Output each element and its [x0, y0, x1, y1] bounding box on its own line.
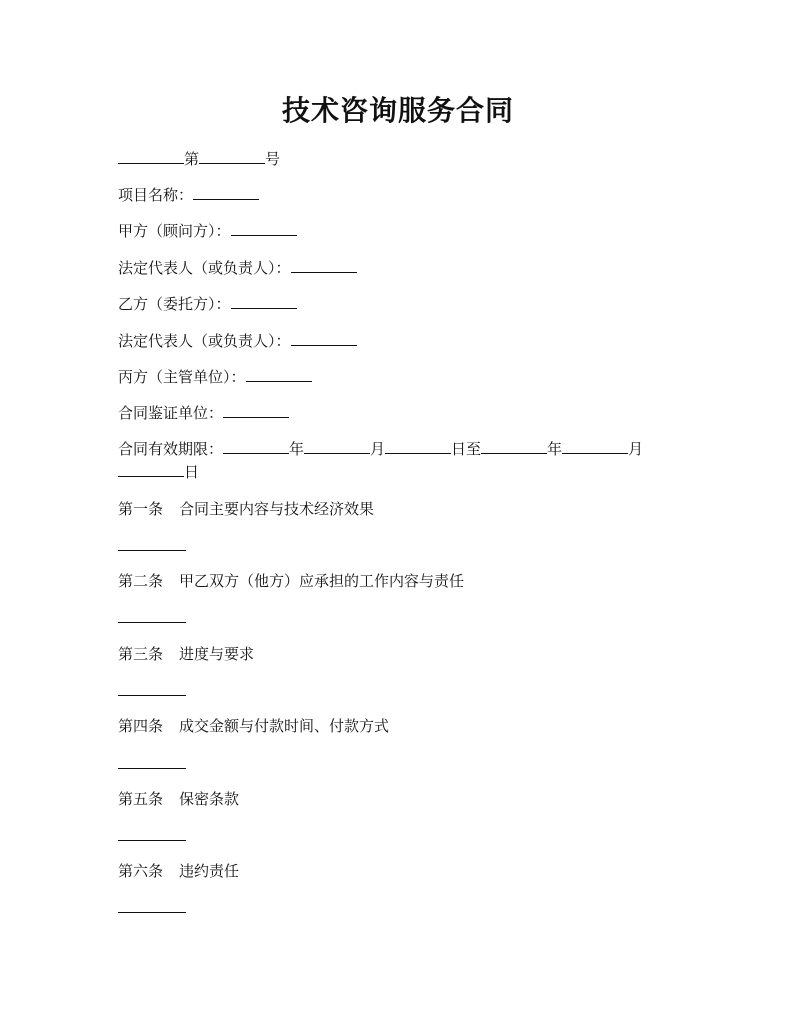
party-b-representative-blank[interactable]	[291, 330, 357, 346]
contract-number-line	[118, 148, 688, 170]
party-b-blank[interactable]	[231, 293, 297, 309]
start-year-label: 年	[289, 440, 305, 458]
article-1-heading	[118, 498, 688, 520]
end-year-label: 年	[547, 440, 563, 458]
article-5-content-blank[interactable]	[118, 840, 186, 841]
party-c-blank[interactable]	[246, 366, 312, 382]
article-5-heading	[118, 788, 688, 810]
end-day-label: 日	[184, 463, 200, 481]
article-number: 第五条	[118, 790, 164, 808]
article-1-content-blank[interactable]	[118, 550, 186, 551]
article-number: 第三条	[118, 645, 164, 663]
party-a-field	[118, 220, 688, 242]
day-to-label: 日至	[451, 440, 482, 458]
field-label: 合同鉴证单位：	[118, 404, 224, 422]
verification-unit-blank[interactable]	[223, 402, 289, 418]
field-label: 丙方（主管单位）：	[118, 368, 246, 386]
party-b-representative-field	[118, 330, 688, 352]
article-4-content-blank[interactable]	[118, 768, 186, 769]
party-a-representative-blank[interactable]	[291, 257, 357, 273]
article-2-heading	[118, 570, 688, 592]
article-title: 违约责任	[179, 862, 240, 880]
end-day-blank[interactable]	[118, 461, 184, 477]
party-c-field	[118, 366, 688, 388]
field-label: 甲方（顾问方）：	[118, 222, 231, 240]
article-6-content-blank[interactable]	[118, 912, 186, 913]
article-number: 第二条	[118, 572, 164, 590]
start-month-label: 月	[370, 440, 386, 458]
project-name-field	[118, 184, 688, 206]
contract-number-suffix: 号	[265, 150, 281, 168]
start-day-blank[interactable]	[385, 438, 451, 454]
document-title: 技术咨询服务合同	[281, 94, 514, 127]
field-label: 乙方（委托方）：	[118, 295, 231, 313]
end-year-blank[interactable]	[481, 438, 547, 454]
start-month-blank[interactable]	[304, 438, 370, 454]
field-label: 法定代表人（或负责人）：	[118, 332, 291, 350]
article-3-heading	[118, 643, 688, 665]
article-title: 保密条款	[179, 790, 240, 808]
article-title: 进度与要求	[179, 645, 255, 663]
article-title: 成交金额与付款时间、付款方式	[179, 717, 390, 735]
contract-prefix-blank[interactable]	[118, 148, 184, 164]
article-2-content-blank[interactable]	[118, 622, 186, 623]
validity-label: 合同有效期限：	[118, 440, 224, 458]
article-number: 第一条	[118, 500, 164, 518]
article-number: 第四条	[118, 717, 164, 735]
end-month-label: 月	[628, 440, 644, 458]
article-4-heading	[118, 715, 688, 737]
validity-period-line-1	[118, 438, 688, 460]
party-a-blank[interactable]	[231, 220, 297, 236]
verification-unit-field	[118, 402, 688, 424]
party-a-representative-field	[118, 257, 688, 279]
article-6-heading	[118, 860, 688, 882]
article-title: 合同主要内容与技术经济效果	[179, 500, 375, 518]
contract-number-label: 第	[184, 150, 200, 168]
end-month-blank[interactable]	[562, 438, 628, 454]
field-label: 项目名称：	[118, 186, 194, 204]
party-b-field	[118, 293, 688, 315]
article-title: 甲乙双方（他方）应承担的工作内容与责任	[179, 572, 465, 590]
start-year-blank[interactable]	[223, 438, 289, 454]
validity-period-line-2	[118, 461, 688, 483]
project-name-blank[interactable]	[193, 184, 259, 200]
article-3-content-blank[interactable]	[118, 695, 186, 696]
contract-number-blank[interactable]	[199, 148, 265, 164]
field-label: 法定代表人（或负责人）：	[118, 259, 291, 277]
article-number: 第六条	[118, 862, 164, 880]
